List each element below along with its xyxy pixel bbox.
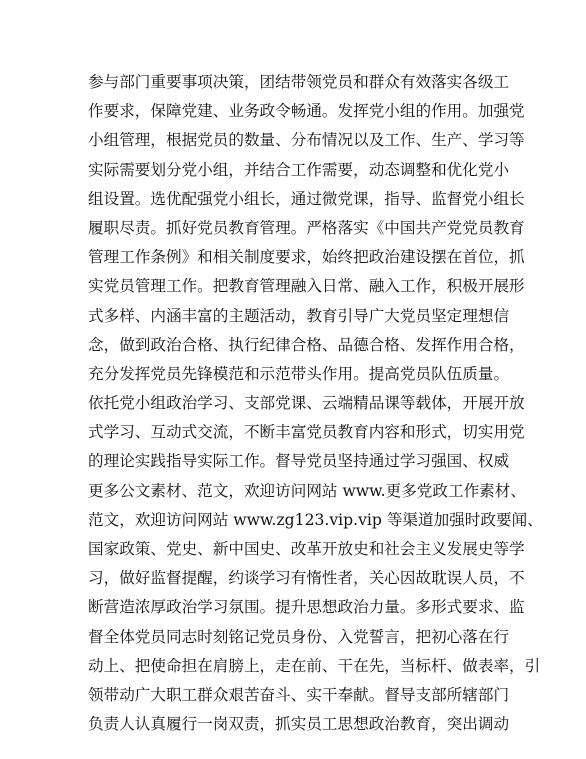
text-line: 管理工作条例》和相关制度要求，始终把政治建设摆在首位，抓	[88, 248, 525, 267]
text-line: 作要求，保障党建、业务政令畅通。发挥党小组的作用。加强党	[88, 102, 525, 121]
text-line: 参与部门重要事项决策，团结带领党员和群众有效落实各级工	[88, 73, 510, 91]
text-line: 范文，欢迎访问网站 www.zg123.vip.vip 等渠道加强时政要闻、	[88, 510, 543, 529]
text-line: 更多公文素材、范文，欢迎访问网站 www.更多党政工作素材、	[88, 481, 526, 500]
body-text	[88, 68, 543, 739]
text-line: 组设置。选优配强党小组长，通过微党课，指导、监督党小组长	[88, 189, 525, 208]
text-line: 的理论实践指导实际工作。督导党员坚持通过学习强国、权威	[88, 452, 510, 471]
text-line: 式多样、内涵丰富的主题活动，教育引导广大党员坚定理想信	[88, 306, 510, 325]
text-line: 断营造浓厚政治学习氛围。提升思想政治力量。多形式要求、监	[88, 598, 525, 617]
text-line: 小组管理，根据党员的数量、分布情况以及工作、生产、学习等	[88, 131, 525, 150]
text-line: 实党员管理工作。把教育管理融入日常、融入工作，积极开展形	[88, 277, 525, 296]
text-line: 督全体党员同志时刻铭记党员身份、入党誓言，把初心落在行	[88, 627, 510, 646]
text-line: 国家政策、党史、新中国史、改革开放史和社会主义发展史等学	[88, 540, 525, 558]
text-line: 依托党小组政治学习、支部党课、云端精品课等载体，开展开放	[88, 394, 525, 413]
text-line: 习，做好监督提醒，约谈学习有惰性者，关心因故耽误人员，不	[88, 569, 525, 588]
text-line: 履职尽责。抓好党员教育管理。严格落实《中国共产党党员教育	[88, 218, 525, 237]
text-line: 念，做到政治合格、执行纪律合格、品德合格、发挥作用合格，	[88, 335, 525, 354]
text-line: 充分发挥党员先锋模范和示范带头作用。提高党员队伍质量。	[88, 364, 510, 383]
text-line: 实际需要划分党小组，并结合工作需要，动态调整和优化党小	[88, 160, 510, 179]
text-line: 动上、把使命担在肩膀上，走在前、干在先，当标杆、做表率，引	[88, 656, 541, 675]
text-line: 负责人认真履行一岗双责，抓实员工思想政治教育，突出调动	[88, 715, 510, 734]
text-line: 式学习、互动式交流，不断丰富党员教育内容和形式，切实用党	[88, 423, 525, 442]
text-line: 领带动广大职工群众艰苦奋斗、实干奉献。督导支部所辖部门	[88, 685, 510, 704]
